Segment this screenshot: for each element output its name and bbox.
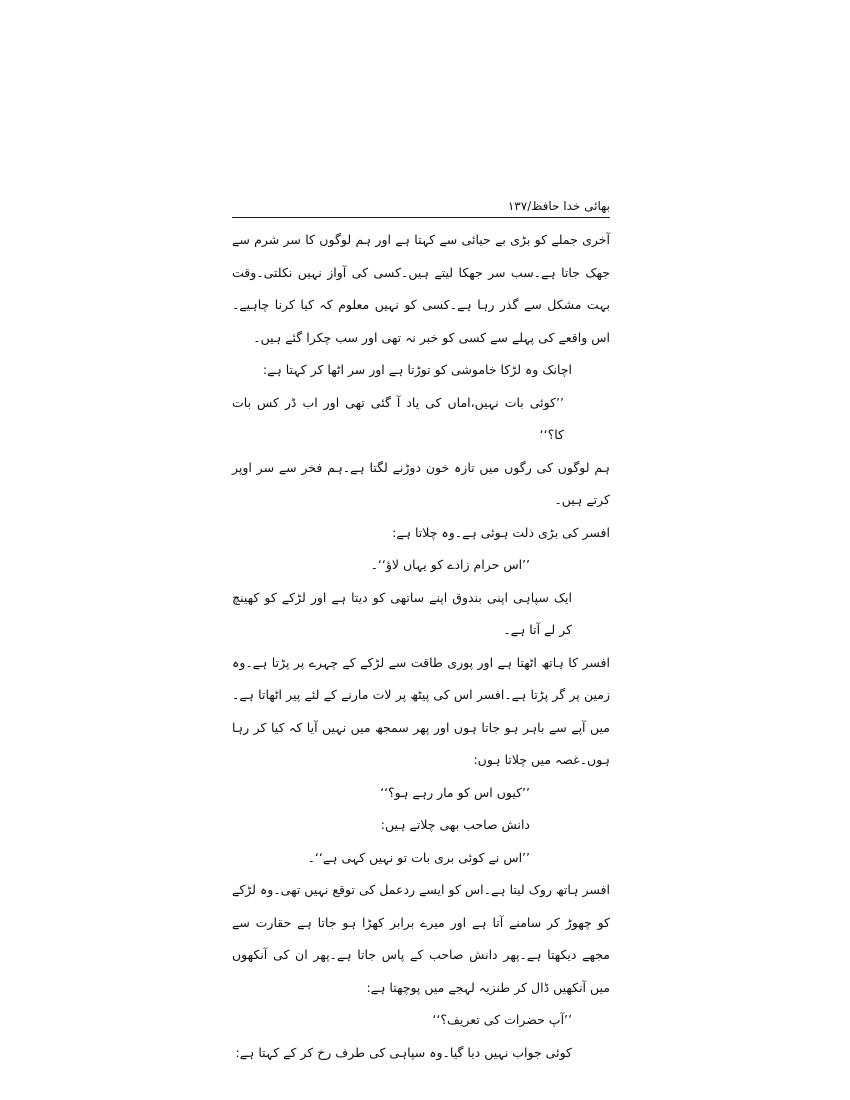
paragraph: دانش صاحب بھی چلاتے ہیں:: [380, 817, 530, 832]
paragraph: ایک سپاہی اپنی بندوق اپنے ساتھی کو دیتا ہے اور لڑکے کو کھینچ کر لے آتا ہے۔: [232, 589, 572, 637]
paragraph: افسر کا ہاتھ اٹھتا ہے اور پوری طاقت سے لڑکے کے چہرے پر پڑتا ہے۔وہ زمین پر گر پڑتا ہے۔افسر اس کی پیٹھ پر لات مارنے کے لئے پیر اٹھاتا ہے۔میں آپے سے باہر ہو جاتا ہوں اور پھر سمجھ میں نہیں آیا کہ کیا کر رہا ہوں۔غصہ میں چلاتا ہوں:: [232, 654, 610, 767]
running-header: [232, 195, 610, 217]
header-rule: [232, 217, 610, 218]
dialogue-line: ’’اس حرام زادے کو یہاں لاؤ‘‘۔: [370, 557, 530, 572]
paragraph: آخری جملے کو بڑی بے حیائی سے کہتا ہے اور ہم لوگوں کا سر شرم سے جھک جاتا ہے۔سب سر جھکا لیتے ہیں۔کسی کی آواز نہیں نکلتی۔وقت بہت مشکل سے گذر رہا ہے۔کسی کو نہیں معلوم کہ کیا کرنا چاہیے۔اس واقعے کی پہلے سے کسی کو خبر نہ تھی اور سب چکرا گئے ہیں۔: [232, 232, 610, 345]
dialogue-line: ’’اس نے کوئی بری بات تو نہیں کہی ہے‘‘۔: [307, 849, 530, 865]
paragraph: افسر کی بڑی ذلت ہوئی ہے۔وہ چلاتا ہے:: [392, 524, 610, 540]
dialogue-line: ’’کیوں اس کو مار رہے ہو؟‘‘: [380, 784, 530, 800]
dialogue-line: ’’آپ حضرات کی تعریف؟‘‘: [432, 1012, 572, 1027]
paragraph: افسر ہاتھ روک لیتا ہے۔اس کو ایسے ردعمل کی توقع نہیں تھی۔وہ لڑکے کو چھوڑ کر سامنے آتا ہے اور میرے برابر کھڑا ہو جاتا ہے حقارت سے مجھے دیکھتا ہے۔پھر دانش صاحب کے پاس جاتا ہے۔پھر ان کی آنکھوں میں آنکھیں ڈال کر طنزیہ لہجے میں پوچھتا ہے:: [232, 882, 610, 995]
book-page: [232, 195, 610, 1069]
dialogue-line: ’’کوئی بات نہیں،اماں کی یاد آ گئی تھی اور اب ڈر کس بات کا؟‘‘: [232, 394, 564, 442]
paragraph: کوئی جواب نہیں دیا گیا۔وہ سپاہی کی طرف رخ کر کے کہتا ہے:: [235, 1044, 572, 1060]
running-title: بھائی خدا حافظ/۱۳۷: [507, 199, 610, 213]
body-text: [232, 224, 610, 1069]
paragraph: ہم لوگوں کی رگوں میں تازہ خون دوڑنے لگتا ہے۔ہم فخر سے سر اوپر کرتے ہیں۔: [232, 459, 610, 507]
paragraph: اچانک وہ لڑکا خاموشی کو توڑتا ہے اور سر اٹھا کر کہتا ہے:: [262, 362, 572, 377]
